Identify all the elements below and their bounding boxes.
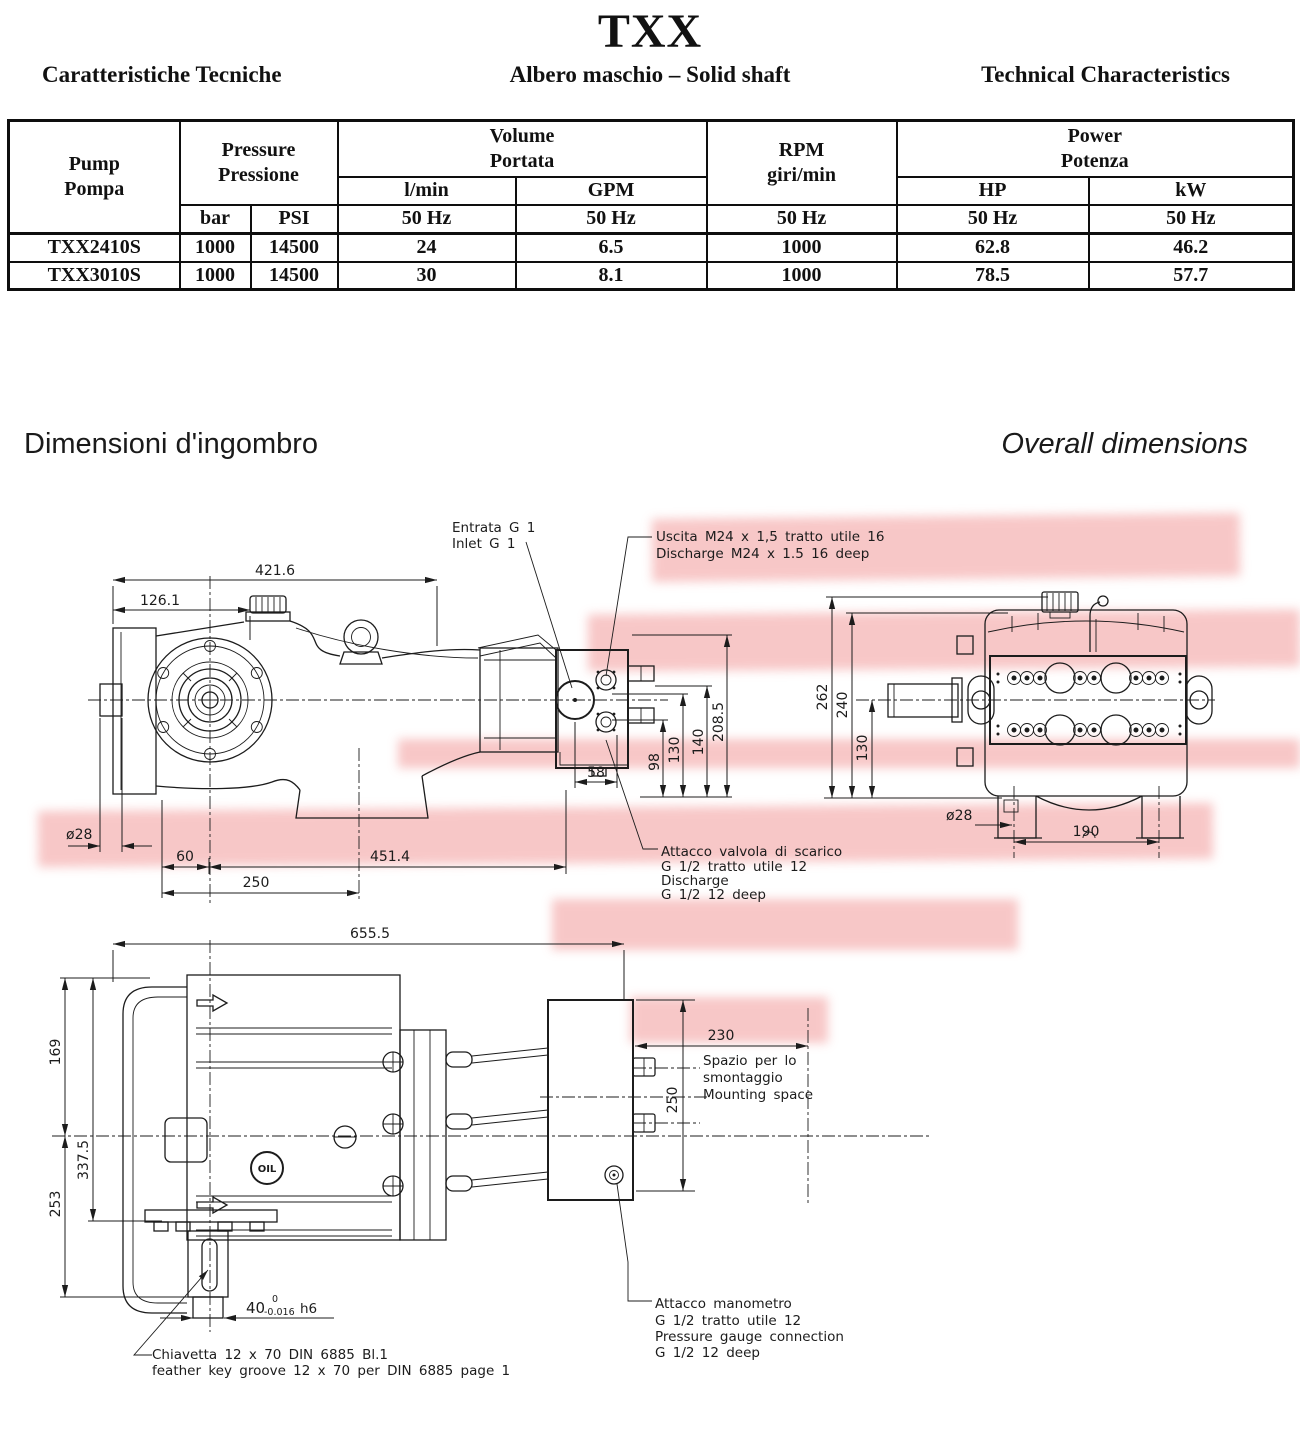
key-groove-label-en: feather key groove 12 x 70 per DIN 6885 page 1 <box>152 1363 511 1379</box>
mounting-space-label-2: smontaggio <box>703 1070 783 1086</box>
oil-plug-label: OIL <box>257 1164 277 1175</box>
dim-98: 98 <box>647 753 663 771</box>
volume-label-en: Volume <box>489 124 555 147</box>
unit-gpm: GPM <box>516 177 707 205</box>
dim-dia28-end: ø28 <box>946 808 973 824</box>
shaft-dim-lower-tol: -0.016 <box>264 1307 295 1318</box>
dim-421-6: 421.6 <box>254 563 296 579</box>
cell-lmin: 24 <box>338 234 516 262</box>
hz-rpm: 50 Hz <box>707 205 897 234</box>
cell-bar: 1000 <box>180 262 251 290</box>
mounting-space-label-3: Mounting space <box>703 1087 814 1103</box>
unit-kw: kW <box>1089 177 1294 205</box>
hz-kw: 50 Hz <box>1089 205 1294 234</box>
dim-240: 240 <box>835 691 851 719</box>
dim-60: 60 <box>176 849 194 865</box>
inlet-label-en: Inlet G 1 <box>452 536 516 552</box>
dim-451-4: 451.4 <box>369 849 411 865</box>
gauge-label-3: Pressure gauge connection <box>655 1329 844 1345</box>
dim-253: 253 <box>48 1190 64 1218</box>
unit-lmin: l/min <box>338 177 516 205</box>
pump-label-it: Pompa <box>64 178 125 200</box>
rpm-label-it: giri/min <box>767 163 836 186</box>
gauge-label-1: Attacco manometro <box>655 1296 792 1312</box>
unit-bar: bar <box>180 205 251 234</box>
dim-169: 169 <box>48 1038 64 1066</box>
dim-130: 130 <box>667 736 683 764</box>
cell-gpm: 6.5 <box>516 234 707 262</box>
page-title: TXX <box>597 5 703 58</box>
dimension-drawing <box>0 500 1300 1437</box>
cell-kw: 46.2 <box>1089 234 1294 262</box>
pressure-label-it: Pressione <box>218 163 299 186</box>
subtitle-english: Technical Characteristics <box>981 62 1230 87</box>
hz-gpm: 50 Hz <box>516 205 707 234</box>
key-groove-label-it: Chiavetta 12 x 70 DIN 6885 Bl.1 <box>152 1347 388 1363</box>
hz-hp: 50 Hz <box>897 205 1089 234</box>
cell-psi: 14500 <box>251 262 338 290</box>
dim-337-5: 337.5 <box>76 1139 92 1181</box>
cell-psi: 14500 <box>251 234 338 262</box>
shaft-dim-upper-tol: 0 <box>272 1294 279 1305</box>
table-row <box>9 262 1294 290</box>
dim-190: 190 <box>1072 824 1100 840</box>
mounting-space-label-1: Spazio per lo <box>703 1053 797 1069</box>
col-header-pump <box>9 121 180 234</box>
rpm-label-en: RPM <box>778 138 825 161</box>
dim-140: 140 <box>691 728 707 756</box>
power-label-it: Potenza <box>1060 149 1129 172</box>
gauge-label-2: G 1/2 tratto utile 12 <box>655 1313 802 1329</box>
unit-hp: HP <box>897 177 1089 205</box>
cell-lmin: 30 <box>338 262 516 290</box>
cell-bar: 1000 <box>180 234 251 262</box>
col-header-pressure <box>180 121 338 205</box>
table-row <box>9 234 1294 262</box>
col-header-volume <box>338 121 707 177</box>
spec-table <box>7 119 1295 291</box>
pump-label-en: Pump <box>68 153 120 175</box>
dim-130-end: 130 <box>855 734 871 762</box>
relief-valve-label-1: Attacco valvola di scarico <box>661 844 843 860</box>
section-title-italian: Dimensioni d'ingombro <box>24 428 319 460</box>
shaft-dim-fit: h6 <box>300 1301 318 1317</box>
discharge-label-it: Uscita M24 x 1,5 tratto utile 16 <box>656 529 885 545</box>
discharge-label-en: Discharge M24 x 1.5 16 deep <box>656 546 870 562</box>
dim-250-manifold: 250 <box>665 1086 681 1114</box>
cell-gpm: 8.1 <box>516 262 707 290</box>
cell-hp: 62.8 <box>897 234 1089 262</box>
relief-valve-label-2: G 1/2 tratto utile 12 <box>661 859 808 875</box>
relief-valve-label-4: G 1/2 12 deep <box>661 887 766 903</box>
pink-highlights <box>38 513 1300 1043</box>
hz-lmin: 50 Hz <box>338 205 516 234</box>
dim-250: 250 <box>242 875 270 891</box>
col-header-power <box>897 121 1294 177</box>
volume-label-it: Portata <box>489 149 555 172</box>
cell-pump-model: TXX3010S <box>9 262 180 290</box>
power-label-en: Power <box>1067 124 1122 147</box>
dim-230: 230 <box>707 1028 735 1044</box>
dim-655-5: 655.5 <box>349 926 391 942</box>
dim-dia28: ø28 <box>66 827 93 843</box>
dim-262: 262 <box>815 683 831 711</box>
top-view <box>48 926 930 1379</box>
dim-58: 58 <box>587 765 605 781</box>
gauge-label-4: G 1/2 12 deep <box>655 1345 760 1361</box>
dim-208-5: 208.5 <box>711 701 727 743</box>
cell-rpm: 1000 <box>707 234 897 262</box>
shaft-dim-base: 40 <box>246 1299 266 1317</box>
cell-pump-model: TXX2410S <box>9 234 180 262</box>
col-header-rpm <box>707 121 897 205</box>
cell-kw: 57.7 <box>1089 262 1294 290</box>
pressure-label-en: Pressure <box>221 138 296 161</box>
relief-valve-label-3: Discharge <box>661 873 729 889</box>
section-title-english: Overall dimensions <box>1001 428 1248 460</box>
subtitle-italian: Caratteristiche Tecniche <box>42 62 282 87</box>
cell-hp: 78.5 <box>897 262 1089 290</box>
subtitle-shaft: Albero maschio – Solid shaft <box>509 62 791 87</box>
dim-126-1: 126.1 <box>139 593 181 609</box>
inlet-label-it: Entrata G 1 <box>452 520 536 536</box>
unit-psi: PSI <box>251 205 338 234</box>
cell-rpm: 1000 <box>707 262 897 290</box>
